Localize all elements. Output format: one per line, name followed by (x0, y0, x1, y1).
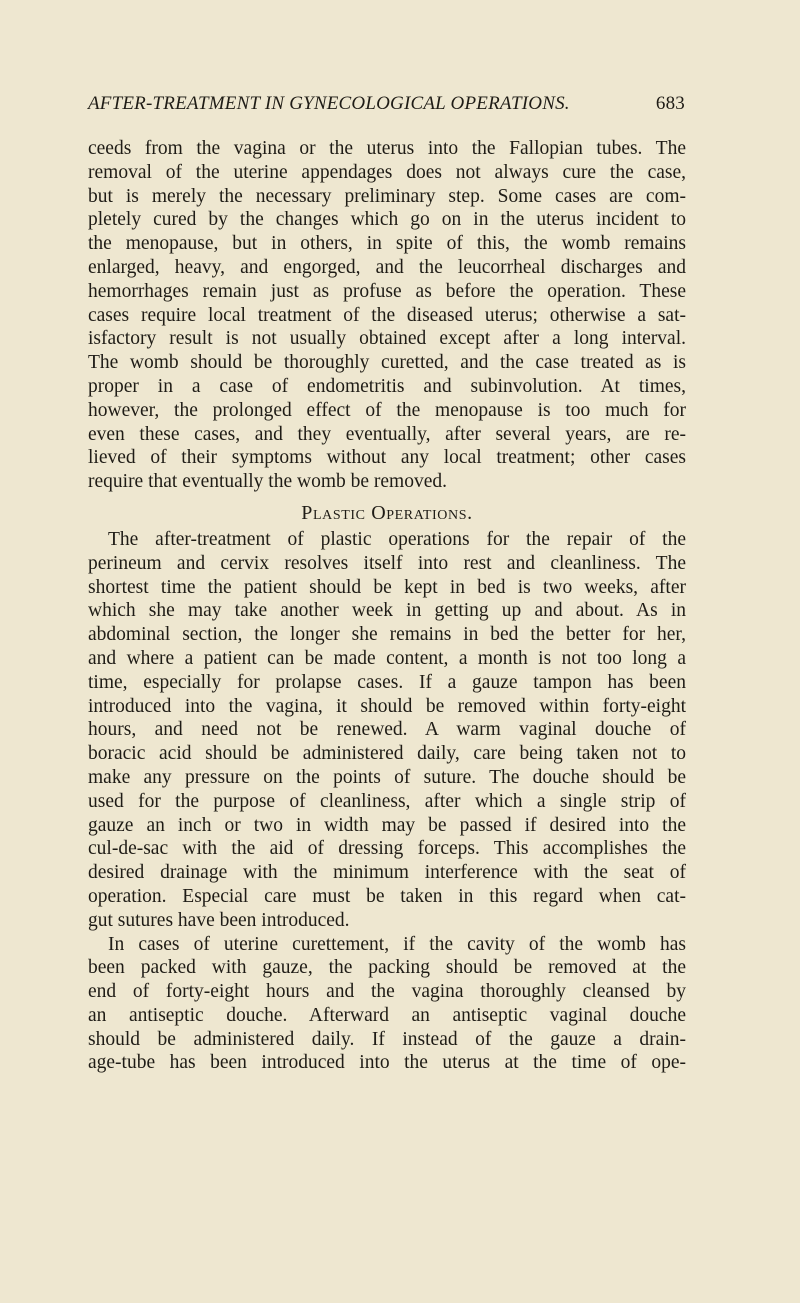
text-line: and where a patient can be made content, a month is not too long a (88, 647, 686, 669)
running-title: AFTER-TREATMENT IN GYNECOLOGICAL OPERATIONS. (88, 93, 570, 114)
text-line: The womb should be thoroughly curetted, and the case treated as is (88, 352, 686, 374)
text-line: the menopause, but in others, in spite of this, the womb remains (88, 233, 686, 255)
text-line: operation. Especial care must be taken in this regard when cat- (88, 885, 686, 907)
text-line: The after-treatment of plastic operations for the repair of the (108, 528, 686, 550)
text-line: should be administered daily. If instead of the gauze a drain- (88, 1028, 686, 1050)
text-line: shortest time the patient should be kept in bed is two weeks, after (88, 576, 686, 598)
text-line: used for the purpose of cleanliness, after which a single strip of (88, 790, 686, 812)
text-line: which she may take another week in getting up and about. As in (88, 600, 686, 622)
text-line: abdominal section, the longer she remains in bed the better for her, (88, 624, 686, 646)
paragraph-continued-from-previous-page (88, 137, 686, 494)
text-line: even these cases, and they eventually, after several years, are re- (88, 423, 686, 445)
text-line: require that eventually the womb be removed. (88, 471, 447, 493)
page-number: 683 (655, 93, 685, 114)
text-line: an antiseptic douche. Afterward an antiseptic vaginal douche (88, 1004, 686, 1026)
text-line: hemorrhages remain just as profuse as before the operation. These (88, 280, 686, 302)
text-line: introduced into the vagina, it should be removed within forty-eight (88, 695, 686, 717)
text-line: cul-de-sac with the aid of dressing forceps. This accomplishes the (88, 838, 686, 860)
uterine-curettement-paragraph (88, 933, 686, 1076)
text-line: lieved of their symptoms without any local treatment; other cases (88, 447, 686, 469)
text-line: gut sutures have been introduced. (88, 909, 350, 931)
text-line: boracic acid should be administered daily, care being taken not to (88, 743, 686, 765)
text-line: time, especially for prolapse cases. If a gauze tampon has been (88, 671, 686, 693)
text-line: gauze an inch or two in width may be passed if desired into the (88, 814, 686, 836)
plastic-operations-paragraph (88, 528, 686, 933)
text-line: but is merely the necessary preliminary step. Some cases are com- (88, 185, 686, 207)
text-line: however, the prolonged effect of the menopause is too much for (88, 399, 686, 421)
body-text (88, 137, 686, 1075)
text-line: isfactory result is not usually obtained except after a long interval. (88, 328, 686, 350)
text-line: enlarged, heavy, and engorged, and the leucorrheal discharges and (88, 256, 686, 278)
running-head (88, 92, 685, 116)
text-line: age-tube has been introduced into the uterus at the time of ope- (88, 1052, 686, 1074)
text-line: In cases of uterine curettement, if the cavity of the womb has (108, 933, 686, 955)
text-line: pletely cured by the changes which go on in the uterus incident to (88, 209, 686, 231)
text-line: hours, and need not be renewed. A warm vaginal douche of (88, 719, 686, 741)
text-line: ceeds from the vagina or the uterus into the Fallopian tubes. The (88, 138, 686, 159)
text-line: perineum and cervix resolves itself into rest and cleanliness. The (88, 552, 686, 574)
text-line: cases require local treatment of the diseased uterus; otherwise a sat- (88, 304, 686, 326)
text-line: desired drainage with the minimum interference with the seat of (88, 862, 686, 884)
text-line: removal of the uterine appendages does not always cure the case, (88, 161, 686, 183)
text-line: make any pressure on the points of suture. The douche should be (88, 766, 686, 788)
text-line: end of forty-eight hours and the vagina thoroughly cleansed by (88, 981, 686, 1003)
text-line: proper in a case of endometritis and subinvolution. At times, (88, 375, 686, 397)
text-line: been packed with gauze, the packing should be removed at the (88, 957, 686, 979)
section-heading: Plastic Operations. (301, 501, 473, 524)
